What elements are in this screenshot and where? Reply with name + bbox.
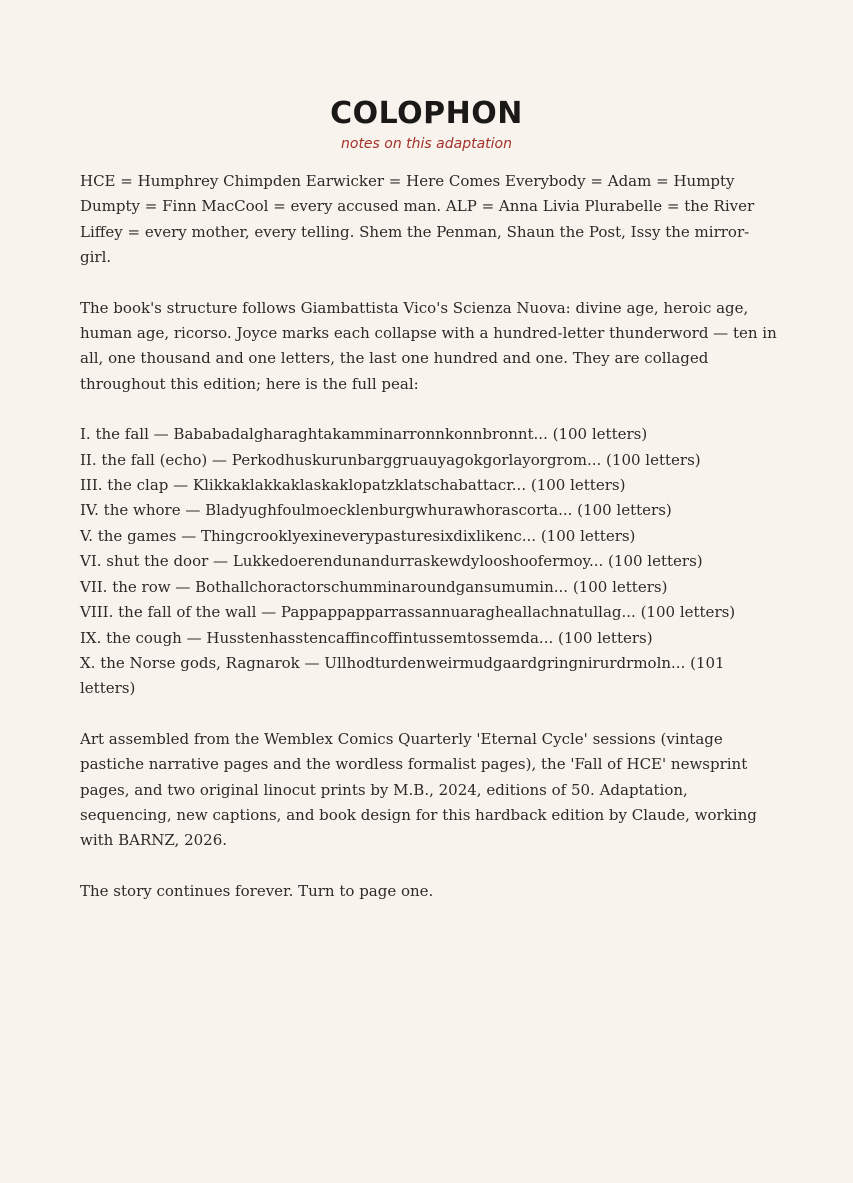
structure-paragraph: The book's structure follows Giambattista Vico's Scienza Nuova: divine age, heroic age, human age, ricorso. Joyce marks each collapse with a hundred-letter thunderword — ten in all, one thousand and one letters, the last one hundred and one. They are collaged throughout this edition; here is the full peal: xyxy=(80,298,777,393)
thunderword-item: VII. the row — Bothallchoractorschumminaroundgansumumin... (100 letters) xyxy=(80,577,668,596)
colophon-heading xyxy=(0,96,853,153)
thunderword-item: IV. the whore — Bladyughfoulmoecklenburgwhurawhorascorta... (100 letters) xyxy=(80,501,672,520)
thunderword-item: VIII. the fall of the wall — Pappappapparrassannuaragheallachnatullag... (100 letters) xyxy=(80,603,736,622)
colophon-body xyxy=(80,169,780,929)
thunderword-item: IX. the cough — Husstenhasstencaffincoffintussemtossemda... (100 letters) xyxy=(80,628,653,647)
thunderword-item: I. the fall — Bababadalgharaghtakamminarronnkonnbronnt... (100 letters) xyxy=(80,425,648,444)
page-subtitle: notes on this adaptation xyxy=(341,136,512,152)
page-title: COLOPHON xyxy=(330,96,523,131)
closing-line: The story continues forever. Turn to page one. xyxy=(80,881,434,900)
art-credits-paragraph: Art assembled from the Wemblex Comics Quarterly 'Eternal Cycle' sessions (vintage pastiche narrative pages and the wordless formalist pages), the 'Fall of HCE' newsprint pages, and two original linocut prints by M.B., 2024, editions of 50. Adaptation, sequencing, new captions, and book design for this hardback edition by Claude, working with BARNZ, 2026. xyxy=(80,729,757,850)
thunderword-item: II. the fall (echo) — Perkodhuskurunbarggruauyagokgorlayorgrom... (100 letters) xyxy=(80,450,701,469)
cast-paragraph: HCE = Humphrey Chimpden Earwicker = Here Comes Everybody = Adam = Humpty Dumpty = Finn MacCool = every accused man. ALP = Anna Livia Plurabelle = the River Liffey = every mother, every telling. Shem the Penman, Shaun the Post, Issy the mirror-girl. xyxy=(80,172,755,267)
thunderword-list xyxy=(80,422,780,701)
thunderword-item: III. the clap — Klikkaklakkaklaskaklopatzklatschabattacr... (100 letters) xyxy=(80,476,626,495)
thunderword-item: VI. shut the door — Lukkedoerendunandurraskewdylooshoofermoy... (100 letters) xyxy=(80,552,703,571)
thunderword-item: X. the Norse gods, Ragnarok — Ullhodturdenweirmudgaardgringnirurdrmoln... (101 letters) xyxy=(80,653,725,698)
thunderword-item: V. the games — Thingcrooklyexineverypasturesixdixlikenc... (100 letters) xyxy=(80,526,636,545)
